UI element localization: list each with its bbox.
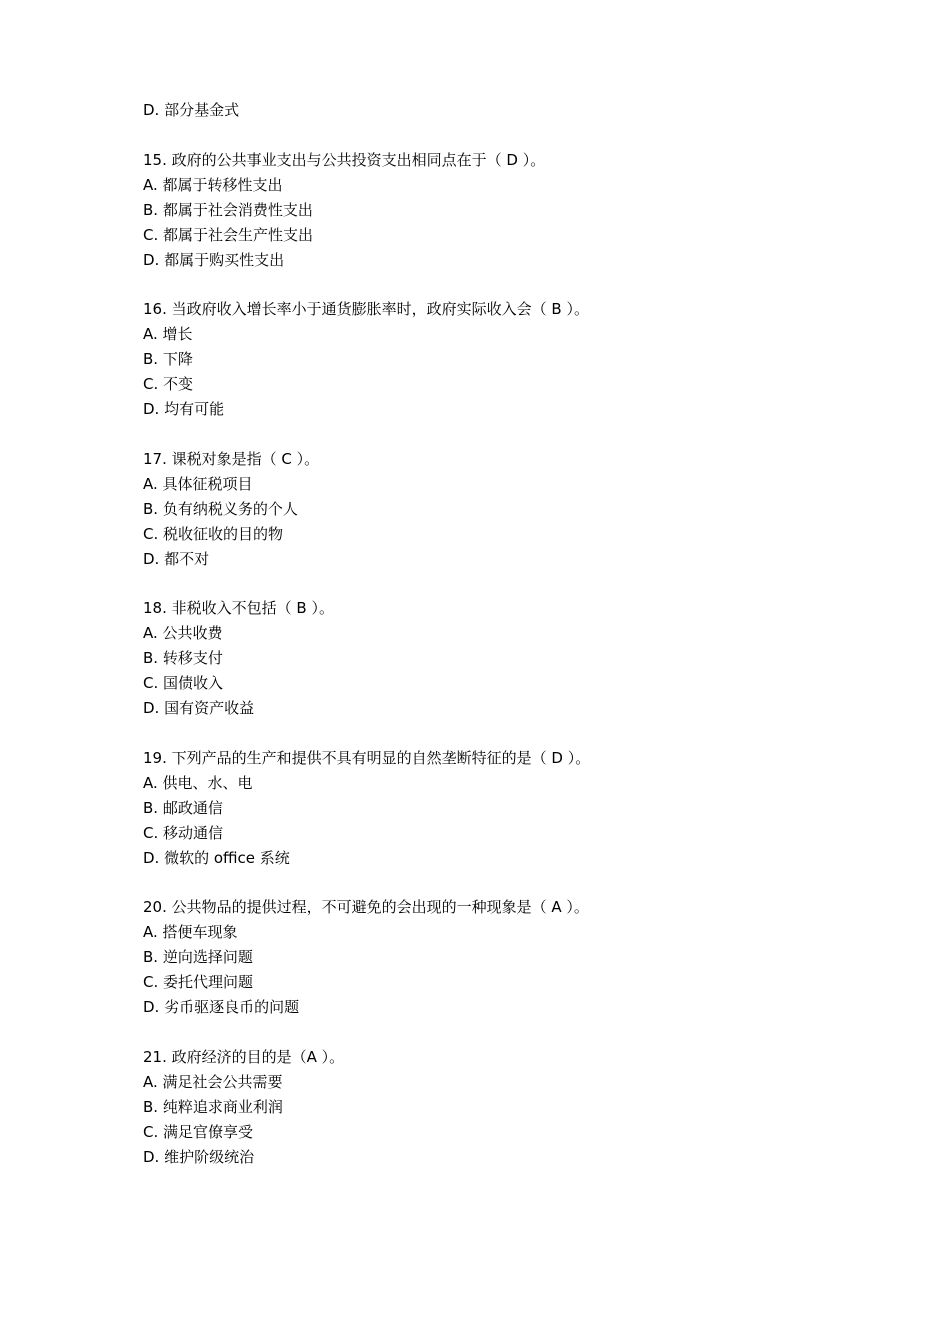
question-15 xyxy=(143,148,843,273)
option-d: D. 都属于购买性支出 xyxy=(143,250,285,269)
option-d: D. 劣币驱逐良币的问题 xyxy=(143,998,300,1016)
option-c: C. 委托代理问题 xyxy=(143,973,254,991)
option-c: C. 满足官僚享受 xyxy=(143,1122,254,1141)
question-20 xyxy=(143,895,843,1020)
spacer xyxy=(143,871,843,896)
spacer xyxy=(143,273,843,298)
option-a: A. 都属于转移性支出 xyxy=(143,175,283,194)
option-a: A. 搭便车现象 xyxy=(143,923,238,941)
leading-option: D. 部分基金式 xyxy=(143,101,240,119)
question-stem: 15. 政府的公共事业支出与公共投资支出相同点在于（ D ）。 xyxy=(143,150,546,169)
option-c: C. 国债收入 xyxy=(143,674,224,692)
option-a: A. 具体征税项目 xyxy=(143,474,253,493)
spacer xyxy=(143,422,843,447)
option-c: C. 不变 xyxy=(143,375,194,393)
option-b: B. 纯粹追求商业利润 xyxy=(143,1097,283,1116)
question-17 xyxy=(143,447,843,572)
question-16 xyxy=(143,297,843,422)
question-stem: 20. 公共物品的提供过程，不可避免的会出现的一种现象是（ A ）。 xyxy=(143,898,589,916)
option-d: D. 均有可能 xyxy=(143,400,225,418)
option-d: D. 微软的 office 系统 xyxy=(143,848,290,867)
question-stem: 19. 下列产品的生产和提供不具有明显的自然垄断特征的是（ D ）。 xyxy=(143,748,591,767)
question-stem: 18. 非税收入不包括（ B ）。 xyxy=(143,599,334,617)
option-c: C. 移动通信 xyxy=(143,823,224,842)
option-a: A. 公共收费 xyxy=(143,624,223,642)
option-b: B. 邮政通信 xyxy=(143,798,223,817)
option-a: A. 满足社会公共需要 xyxy=(143,1072,283,1091)
option-b: B. 转移支付 xyxy=(143,649,223,667)
spacer xyxy=(143,572,843,597)
spacer xyxy=(143,1020,843,1045)
option-a: A. 增长 xyxy=(143,325,193,343)
option-b: B. 都属于社会消费性支出 xyxy=(143,200,313,219)
option-b: B. 负有纳税义务的个人 xyxy=(143,499,298,518)
question-stem: 17. 课税对象是指（ C ）。 xyxy=(143,449,320,468)
option-c: C. 税收征收的目的物 xyxy=(143,524,284,543)
option-b: B. 下降 xyxy=(143,350,193,368)
spacer xyxy=(143,123,843,148)
spacer xyxy=(143,721,843,746)
question-stem: 16. 当政府收入增长率小于通货膨胀率时，政府实际收入会（ B ）。 xyxy=(143,300,589,318)
question-18 xyxy=(143,596,843,721)
option-b: B. 逆向选择问题 xyxy=(143,948,253,966)
question-19 xyxy=(143,746,843,871)
document-page xyxy=(143,98,843,1170)
option-d: D. 都不对 xyxy=(143,549,210,568)
option-d: D. 维护阶级统治 xyxy=(143,1147,255,1166)
option-c: C. 都属于社会生产性支出 xyxy=(143,225,314,244)
option-a: A. 供电、水、电 xyxy=(143,773,253,792)
option-d: D. 国有资产收益 xyxy=(143,699,255,717)
question-21 xyxy=(143,1045,843,1170)
question-stem: 21. 政府经济的目的是（A ）。 xyxy=(143,1047,345,1066)
